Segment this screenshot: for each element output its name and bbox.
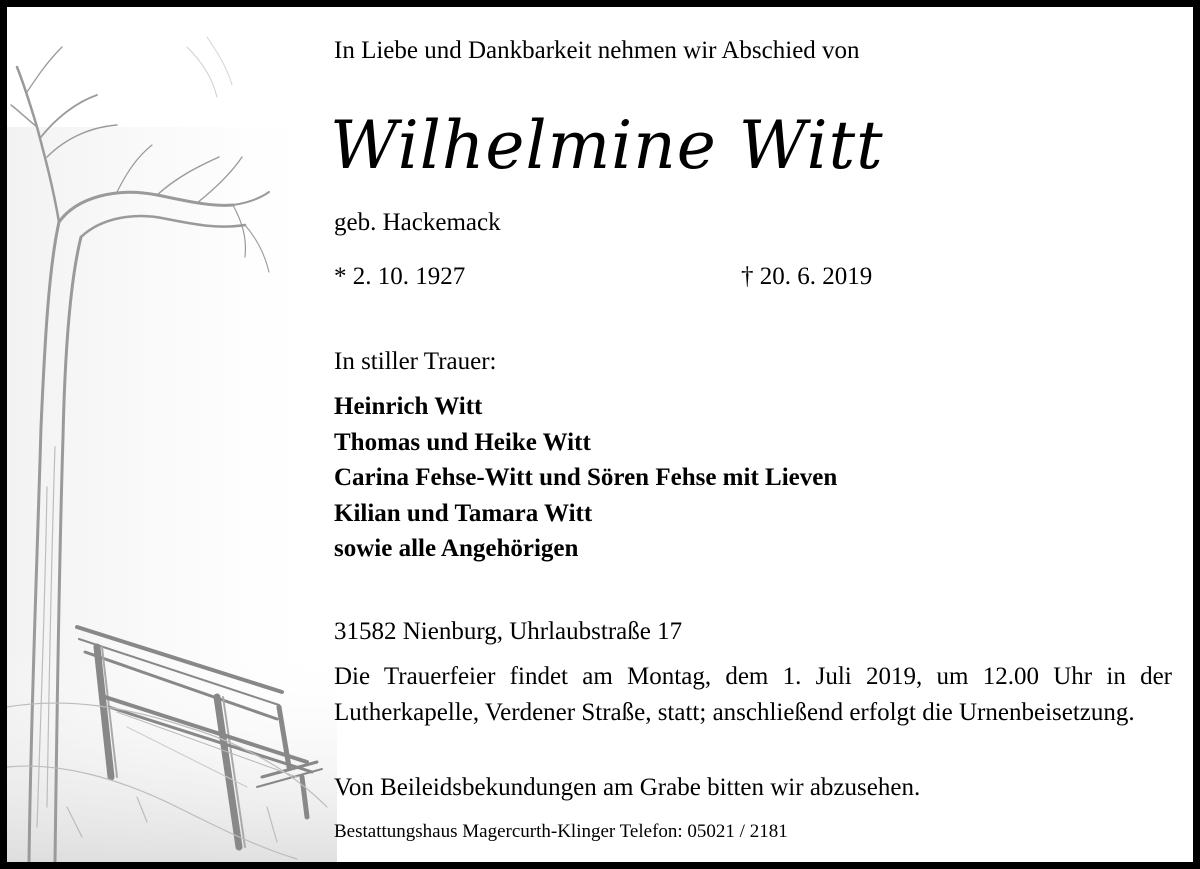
condolence-note: Von Beileidsbekundungen am Grabe bitten wir abzusehen. (334, 774, 921, 801)
birth-date: * 2. 10. 1927 (334, 263, 466, 290)
mourner-item: Kilian und Tamara Witt (334, 499, 593, 527)
intro-text: In Liebe und Dankbarkeit nehmen wir Abschied von (334, 37, 860, 64)
mourners-list (334, 389, 837, 567)
death-date: † 20. 6. 2019 (741, 263, 873, 290)
ceremony-info: Die Trauerfeier findet am Montag, dem 1. Juli 2019, um 12.00 Uhr in der Lutherkapelle, Verdener Straße, statt; anschließend erfolgt die Urnenbeisetzung. (334, 663, 1172, 726)
mourner-item: Carina Fehse-Witt und Sören Fehse mit Lieven (334, 464, 838, 491)
deceased-name: Wilhelmine Witt (330, 107, 884, 184)
birth-name: geb. Hackemack (334, 209, 501, 236)
funeral-home-footer: Bestattungshaus Magercurth-Klinger Telefon: 05021 / 2181 (334, 821, 788, 842)
mourner-item: Thomas und Heike Witt (334, 428, 591, 456)
mourning-heading: In stiller Trauer: (334, 348, 497, 375)
mourner-item: sowie alle Angehörigen (334, 535, 579, 562)
mourner-item: Heinrich Witt (334, 393, 483, 420)
address: 31582 Nienburg, Uhrlaubstraße 17 (334, 618, 683, 645)
